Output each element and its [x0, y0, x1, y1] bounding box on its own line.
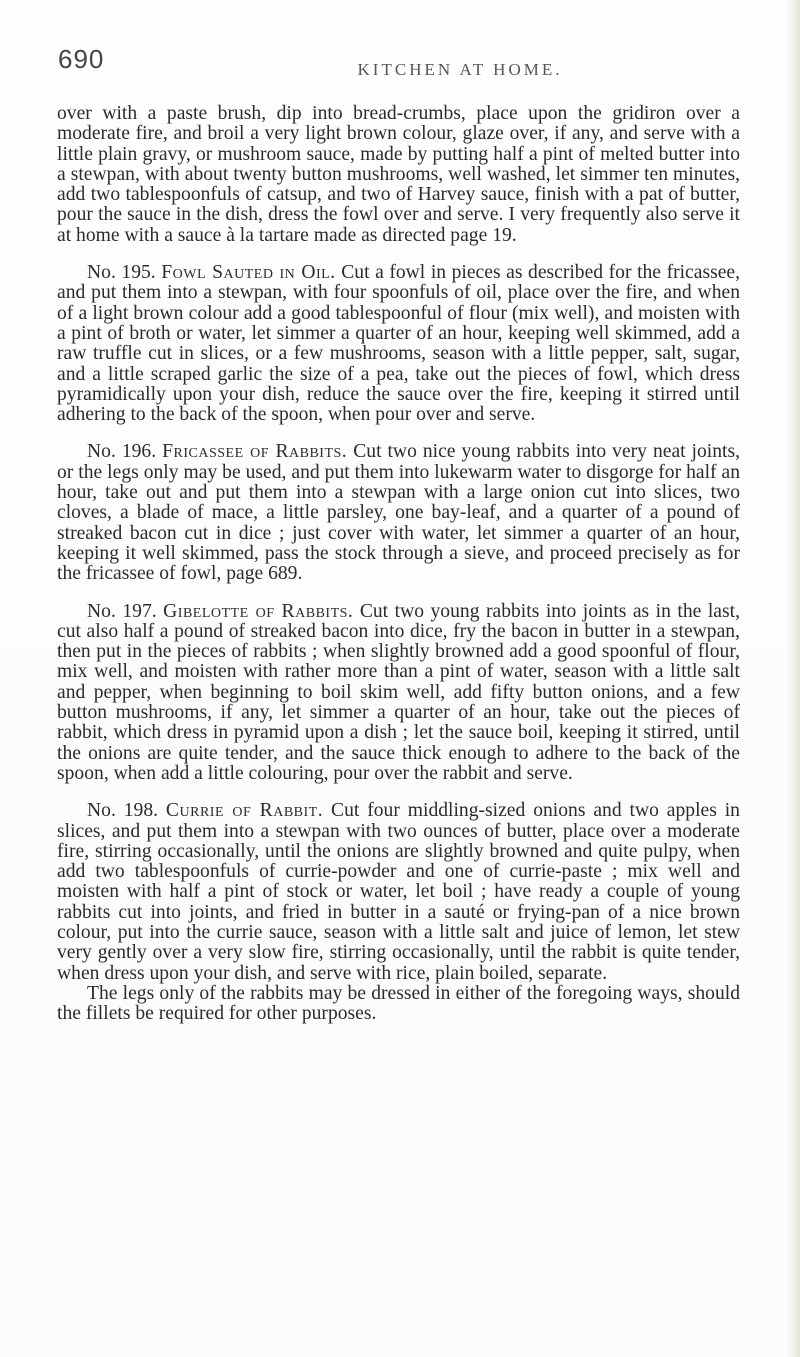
- paragraph-text: The legs only of the rabbits may be dressed in either of the foregoing ways, should the fillets be required for other purposes.: [57, 982, 740, 1025]
- body-text: [57, 104, 740, 1024]
- continuation-paragraph: [57, 104, 740, 246]
- paragraph-text: over with a paste brush, dip into bread-crumbs, place upon the gridiron over a moderate fire, and broil a very light brown colour, glaze over, if any, and serve with a little plain gravy, or mushroom sauce, made by putting half a pint of melted butter into a stewpan, with about twenty button mushrooms, well washed, let simmer ten minutes, add two tablespoonfuls of catsup, and two of Harvey sauce, finish with a pat of butter, pour the sauce in the dish, dress the fowl over and serve. I very frequently also serve it at home with a sauce à la tartare made as directed page 19.: [57, 103, 740, 246]
- recipe-number: No. 198.: [87, 800, 159, 822]
- recipe-title: Fowl Sauted in Oil.: [161, 262, 336, 284]
- page-edge-shadow: [784, 0, 800, 1357]
- recipe-title: Currie of Rabbit.: [165, 800, 324, 822]
- recipe-text: Cut two nice young rabbits into very neat joints, or the legs only may be used, and put them into lukewarm water to disgorge for half an hour, take out and put them into a stewpan with a large onion cut into slices, two cloves, a blade of mace, a little parsley, one bay-leaf, and a quarter of a pound of streaked bacon cut in dice ; just cover with water, let simmer a quarter of an hour, keeping it well skimmed, pass the stock through a sieve, and proceed precisely as for the fricassee of fowl, page 689.: [57, 441, 741, 585]
- recipe-197: [57, 602, 740, 785]
- recipe-title: Fricassee of Rabbits.: [162, 441, 348, 463]
- running-title: KITCHEN AT HOME.: [357, 60, 563, 79]
- closing-note: [57, 984, 740, 1025]
- recipe-195: [57, 263, 740, 425]
- recipe-198: [57, 801, 740, 984]
- recipe-number: No. 195.: [87, 262, 156, 284]
- recipe-text: Cut a fowl in pieces as described for the fricassee, and put them into a stewpan, with four spoonfuls of oil, place over the fire, and when of a light brown colour add a good tablespoonful of flour (mix well), and moisten with a pint of broth or water, let simmer a quarter of an hour, keeping well skimmed, add a raw truffle cut in slices, or a few mushrooms, season with a little pepper, salt, sugar, and a little scraped garlic the size of a pea, take out the pieces of fowl, which dress pyramidically upon your dish, reduce the sauce over the fire, keeping it stirred until adhering to the back of the spoon, when pour over and serve.: [57, 262, 740, 426]
- recipe-number: No. 196.: [87, 441, 157, 463]
- recipe-text: Cut two young rabbits into joints as in the last, cut also half a pound of streaked bacon into dice, fry the bacon in butter in a stewpan, then put in the pieces of rabbits ; when slightly browned add a good spoonful of flour, mix well, and moisten with rather more than a pint of water, season with a little salt and pepper, when beginning to boil skim well, add fifty button onions, and a few button mushrooms, if any, let simmer a quarter of an hour, take out the pieces of rabbit, which dress in pyramid upon a dish ; let the sauce boil, keeping it stirred, until the onions are quite tender, and the sauce thick enough to adhere to the back of the spoon, when add a little colouring, pour over the rabbit and serve.: [57, 600, 740, 784]
- recipe-title: Gibelotte of Rabbits.: [163, 600, 354, 622]
- page-number: 690: [58, 44, 105, 74]
- recipe-number: No. 197.: [87, 600, 157, 622]
- recipe-196: [57, 442, 740, 584]
- recipe-text: Cut four middling-sized onions and two apples in slices, and put them into a stewpan with two ounces of butter, place over a moderate fire, stirring occasionally, until the onions are slightly browned and quite pulpy, when add two tablespoonfuls of currie-powder and one of currie-paste ; mix well and moisten with half a pint of stock or water, let boil ; have ready a couple of young rabbits cut into joints, and fried in butter in a sauté or frying-pan of a nice brown colour, put into the currie sauce, season with a little salt and juice of lemon, let stew very gently over a very slow fire, stirring occasionally, until the rabbit is quite tender, when dress upon your dish, and serve with rice, plain boiled, separate.: [57, 800, 740, 984]
